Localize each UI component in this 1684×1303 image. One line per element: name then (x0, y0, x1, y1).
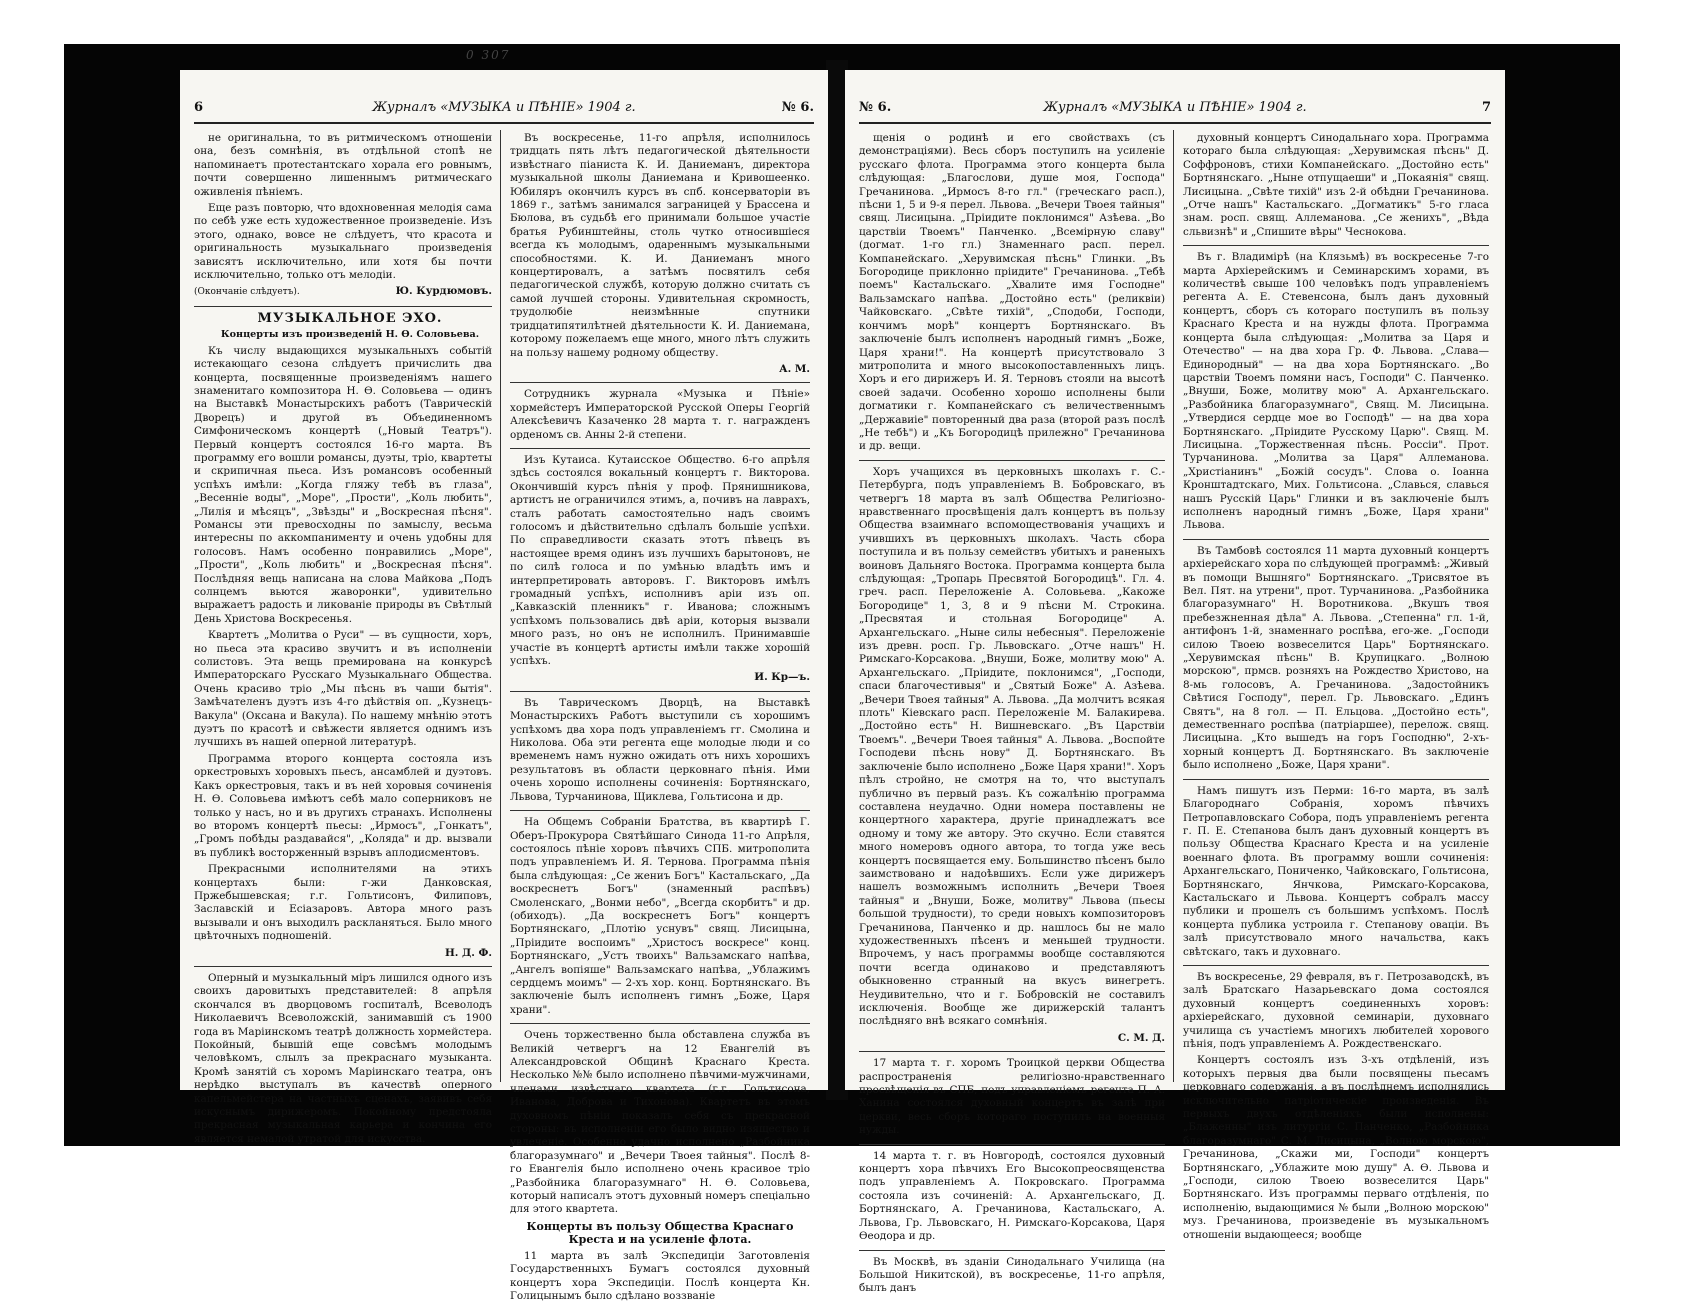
left-issue-number: № 6. (781, 100, 814, 115)
paragraph: Къ числу выдающихся музыкальныхъ событій истекающаго сезона слѣдуетъ причислить два концерта, посвященные произведеніямъ нашего знаменитаго композитора Н. Ѳ. Соловьева — одинъ на Выставкѣ Монастырскихъ работъ (Таврическій Дворецъ) и другой въ Объединенномъ Симфоническомъ концертѣ („Новый Театръ"). Первый концертъ состоялся 16-го марта. Въ программу его вошли романсы, дуэты, тріо, квартеты и скрипичная пьеса. Изъ романсовъ особенный успѣхъ имѣли: „Когда гляжу тебѣ въ глаза", „Весенніе воды", „Море", „Прости", „Коль любить", „Лилія и мѣсяцъ", „Звѣзды" и „Воскресная пѣсня". Романсы эти превосходны по замыслу, весьма интересны по аккомпанименту и очень удобны для голосовъ. Намъ особенно понравились „Море", „Прости", „Коль любить" и „Воскресная пѣсня". Послѣдняя вещь написана на слова Майкова „Подъ солнцемъ вьются жаворонки", удивительно выражаетъ радость и ликованіе природы въ Свѣтлый День Христова Воскресенья. (194, 344, 492, 625)
author-signature: А. М. (779, 362, 810, 375)
right-issue-number: № 6. (859, 100, 892, 115)
divider (1183, 245, 1489, 246)
divider (859, 460, 1165, 461)
right-page (845, 70, 1505, 1295)
left-column-1 (194, 132, 492, 1145)
paragraph: щенія о родинѣ и его свойствахъ (съ демонстраціями). Весь сборъ поступилъ на усиленіе русскаго флота. Программа этого концерта была слѣдующая: „Благослови, душе моя, Господа" Гречанинова. „Ирмосъ 8-го гл." (греческаго расп.), пѣсни 1, 5 и 9-я перел. Львова. „Вечери Твоея тайныя" свящ. Лисицына. „Пріидите поклонимся" Азѣева. „Во царствіи Твоемъ" Панченко. „Всемірную славу" (догмат. 1-го гл.) Знаменнаго расп. перел. Компанейскаго. „Херувимская пѣснь" Глинки. „Въ Богородице приклонно пріидите" Гречанинова. „Тебѣ поемъ" Кастальскаго. „Хвалите имя Господне" Вальзамскаго напѣва. „Достойно есть" (реликвіи) Чайковскаго. „Свѣте тихій", „Сподоби, Господи, кончимъ морѣ" концертъ Бортнянскаго. Въ заключеніе былъ исполненъ народный гимнъ „Боже, Царя храни!". На концертѣ присутствовало 3 митрополита и много высокопоставленныхъ лицъ. Хоръ и его дирижеръ И. Я. Терновъ стояли на высотѣ своей задачи. Особенно хорошо исполнены были догматики г. Компанейскаго съ величественнымъ „Державиіе" повторенный два раза (второй разъ послѣ „Не тебѣ") и „Къ Богородицѣ прилежно" Гречанинова и др. вещи. (859, 132, 1165, 453)
column-divider (1173, 130, 1174, 1082)
paragraph: 11 марта въ залѣ Экспедиціи Заготовленія Государственныхъ Бумагъ состоялся духовный концертъ хора Экспедиціи. Послѣ концерта Кн. Голицынымъ было сдѣлано воззваніе (510, 1249, 810, 1302)
divider (1183, 965, 1489, 966)
paragraph: Изъ Кутаиса. Кутаисское Общество. 6-го апрѣля здѣсь состоялся вокальный концертъ г. Викторова. Окончившій курсъ пѣнія у проф. Прянишникова, артистъ не ограничился этимъ, а, почивъ на лаврахъ, сталъ работать самостоятельно надъ своимъ голосомъ и дѣйствительно сдѣлалъ большіе успѣхи. По справедливости сказать этотъ пѣвецъ въ настоящее время одинъ изъ лучшихъ барытоновъ, не по силѣ голоса и по умѣнью владѣть имъ и интерпретировать авторовъ. Г. Викторовъ имѣлъ громадный успѣхъ, исполнивъ аріи изъ оп. „Кавказскій пленникъ" г. Иванова; сложнымъ успѣхомъ пользовались двѣ аріи, которыя вызвали много разъ, но онъ не исполнилъ. Принимавшіе участіе въ концертѣ артисты имѣли также хорошій успѣхъ. (510, 453, 810, 668)
divider (859, 1250, 1165, 1251)
left-page (180, 70, 828, 1302)
paragraph: Въ воскресенье, 29 февраля, въ г. Петрозаводскѣ, въ залѣ Братскаго Назарьевскаго дома состоялся духовный концертъ соединенныхъ хоровъ: архіерейскаго, духовной семинаріи, духовнаго училища съ участіемъ многихъ любителей хорового пѣнія, подъ управленіемъ А. Рождественскаго. (1183, 970, 1489, 1050)
paragraph: Сотрудникъ журнала «Музыка и Пѣніе» хормейстеръ Императорской Русской Оперы Георгій Алексѣевичъ Казаченко 28 марта т. г. награжденъ орденомъ св. Анны 2-й степени. (510, 388, 810, 441)
right-journal-title: Журналъ «МУЗЫКА и ПѢНІЕ» 1904 г. (1043, 100, 1307, 115)
paragraph: Оперный и музыкальный міръ лишился одного изъ своихъ даровитыхъ представителей: 8 апрѣля скончался въ дворцовомъ госпиталѣ, Всеволодъ Николаевичъ Всеволожскій, занимавшій съ 1900 года въ Маріинскомъ театрѣ должность хормейстера. Покойный, бывшій еще совсѣмъ молодымъ человѣкомъ, слылъ за прекраснаго музыканта. Кромѣ занятій съ хоромъ Маріинскаго театра, онъ нерѣдко выступалъ въ качествѣ оперного капельмейстера на частныхъ сценахъ, заявивъ себя искуснымъ дирижеромъ. Покойному предстояла прекрасная музыкальная карьера и кончина его является немалой утратой для искусства. (194, 971, 492, 1145)
paragraph: Хоръ учащихся въ церковныхъ школахъ г. С.-Петербурга, подъ управленіемъ В. Бобровскаго, въ четвергъ 18 марта въ залѣ Общества Религіозно-нравственнаго просвѣщенія далъ концертъ въ пользу Общества взаимнаго вспомоществованія учащихъ и учившихъ въ церковныхъ школахъ. Часть сбора поступила и въ пользу семействъ убитыхъ и раненыхъ воиновъ Дальняго Востока. Программа концерта была слѣдующая: „Тропарь Пресвятой Богородицѣ". Гл. 4. греч. расп. Переложеніе А. Соловьева. „Какоже Богородице" 1, 3, 8 и 9 пѣсни М. Строкина. „Пресвятая и стольная Богородице" А. Архангельскаго. „Ныне силы небесныя". Переложеніе изъ древн. росп. Гр. Львовскаго. „Отче нашъ" Н. Римскаго-Корсакова. „Внуши, Боже, молитву мою" А. Архангельскаго. „Пріидите, поклонимся", „Господи, спаси благочестивыя" и „Святый Боже" А. Азѣева. „Вечери Твоея тайныя" А. Львова. „Да молчитъ всякая плоть" Кіевскаго расп. Переложеніе М. Балакирева. „Достойно есть" Н. Вишневскаго. „Въ Царствіи Твоемъ". „Вечери Твоея тайныя" А. Львова. „Воспойте Господеви пѣснь нову" Д. Бортнянскаго. Въ заключеніе было исполнено „Боже Царя храни!". Хоръ пѣлъ стройно, не смотря на то, что выступалъ публично въ первый разъ. Къ сожалѣнію программа составлена неудачно. Одни номера поставлены не концертного характера, другіе принадлежатъ все одному и тому же автору. Это скучно. Если ставятся много номеровъ одного автора, то тогда уже весь концертъ посвящается ему. Большинство пѣсенъ было заимствовано и надоѣвшихъ. Если уже дирижеръ нашелъ возможнымъ исполнить „Вечери Твоея тайныя" и „Внуши, Боже, молитву" Львова (пьесы большой трудности), то среди новыхъ композиторовъ Гречанинова, Панченко и др. нашлось бы не мало художественныхъ пѣсенъ и меньшей трудности. Впрочемъ, у насъ программы вообще составляются почти всегда одинаково и представляютъ обыкновенно странный на вкусъ винегретъ. Неудивительно, что и г. Бобровскій не составилъ исключенія. Вообще же дирижерскій талантъ послѣдняго внѣ всякаго сомнѣнія. (859, 465, 1165, 1028)
paragraph: Концертъ состоялъ изъ 3-хъ отдѣленій, изъ которыхъ первыя два были посвящены пьесамъ церковнаго содержанія, а въ послѣднемъ исполнялись исключительно патріотическіе произведенія. Въ первыхъ двухъ отдѣленіяхъ были исполнены: „Блаженны" изъ литургіи С. Панченко, „Разбойника благоразумнаго" С. М. Лисицына, „Волною морскою", Гречанинова, „Скажи ми, Господи" концертъ Бортнянскаго, „Ублажите мою душу" А. Ѳ. Львова и „Господи, силою Твоею возвеселится Царь" Бортнянскаго. Изъ программы перваго отдѣленія, по исполненію, выдающимися № были „Волною морскою" муз. Гречанинова, произведеніе въ музыкальномъ отношеніи выдающееся; вообще (1183, 1054, 1489, 1241)
divider (510, 1023, 810, 1024)
author-signature: И. Кр—ъ. (754, 671, 810, 684)
paragraph: Еще разъ повторю, что вдохновенная мелодія сама по себѣ уже есть художественное произведеніе. Изъ этого, однако, вовсе не слѣдуетъ, что красота и оригинальность музыкальнаго произведенія зависятъ исключительно, или хотя бы почти исключительно, только отъ мелодіи. (194, 202, 492, 282)
divider (194, 966, 492, 967)
left-page-header (194, 96, 814, 124)
paragraph: 17 марта т. г. хоромъ Троицкой церкви Общества распространенія религіозно-нравственнаго просвѣщенія въ СПБ, подъ управленіемъ регента П. А. Ханина состоялся духовный концертъ въ залѣ при церкви, весь сборъ котораго поступилъ на военныя нужды. (859, 1057, 1165, 1137)
section-heading: Концерты въ пользу Общества Краснаго Креста и на усиленіе флота. (526, 1219, 794, 1247)
section-subtitle: Концерты изъ произведеній Н. Ѳ. Соловьева. (220, 329, 480, 341)
divider (510, 382, 810, 383)
divider (1183, 539, 1489, 540)
divider (510, 448, 810, 449)
left-page-number: 6 (194, 100, 204, 115)
right-column-1 (859, 132, 1165, 1295)
paragraph: Въ Таврическомъ Дворцѣ, на Выставкѣ Монастырскихъ Работъ выступили съ хорошимъ успѣхомъ два хора подъ управленіемъ гг. Смолина и Николова. Оба эти регента еще молодые люди и со временемъ намъ нужно ожидать отъ нихъ хорошихъ результатовъ въ области церковнаго пѣнія. Ими очень хорошо исполнены сочиненія: Бортнянскаго, Львова, Турчанинова, Щиклева, Гольтисона и др. (510, 696, 810, 803)
library-stamp: 0 307 (466, 48, 511, 62)
paragraph: Въ Тамбовѣ состоялся 11 марта духовный концертъ архіерейскаго хора по слѣдующей программѣ: „Живый въ помощи Вышняго" Бортнянскаго. „Трисвятое въ Вел. Пят. на утрени", прот. Турчанинова. „Разбойника благоразумнаго" Н. Воротникова. „Вкушъ твоя пребезжненная дѣла" А. Львова. „Степенна" гл. 1-й, антифонъ 1-й, знаменнаго роспѣва, его-же. „Господи силою Твоею возвеселится Царь" Бортнянскаго. „Херувимская пѣснь" В. Крупицкаго. „Волною морскою", прмсв. розняхъ на Рождество Христово, на 8-мь голосовъ, А. Гречанинова. „Задостойникъ Свѣтися Господу", перел. Гр. Львовскаго. „Единъ Святъ", на 8 гол. — П. Ельцова. „Достойно есть", демественнаго роспѣва (патріаршее), перелож. свящ. Лисицына. „Кто вышедъ на горъ Господню", 2-хъ-хорный концертъ Д. Бортнянскаго. Въ заключеніе было исполнено „Боже, Царя храни". (1183, 544, 1489, 772)
left-journal-title: Журналъ «МУЗЫКА и ПѢНІЕ» 1904 г. (372, 100, 636, 115)
paragraph: духовный концертъ Синодальнаго хора. Программа котораго была слѣдующая: „Херувимская пѣснь" Д. Соффроновъ, стихи Компанейскаго. „Достойно есть" Бортнянскаго. „Ныне отпущаеши" и „Покаянія" свящ. Лисицына. „Свѣте тихій" изъ 2-й обѣдни Гречанинова. „Отче нашъ" Кастальскаго. „Догматикъ" 5-го гласа знам. росп. свящ. Аллеманова. „Се женихъ", „Вѣда сльвизнѣ" и „Спишите вѣры" Чеснокова. (1183, 132, 1489, 238)
author-signature: Н. Д. Ф. (444, 946, 492, 959)
divider (859, 1144, 1165, 1145)
divider (510, 810, 810, 811)
paragraph: Квартетъ „Молитва о Руси" — въ сущности, хоръ, но пьеса эта красиво звучитъ и въ исполненіи солистовъ. Эта вещь премирована на конкурсѣ Императорскаго Русскаго Музыкальнаго Общества. Очень красиво тріо „Мы пѣснь въ чаши бытія". Замѣчателенъ дуэтъ изъ 4-го дѣйствія оп. „Кузнецъ-Вакула" (Оксана и Вакула). По нашему мнѣнію этотъ дуэтъ по красотѣ и свѣжести является однимъ изъ лучшихъ въ нашей оперной литературѣ. (194, 629, 492, 749)
divider (1183, 779, 1489, 780)
section-title: МУЗЫКАЛЬНОЕ ЭХО. (257, 310, 443, 326)
paragraph: Въ воскресенье, 11-го апрѣля, исполнилось тридцать пять лѣтъ педагогической дѣятельности извѣстнаго піаниста К. И. Даниеманъ, директора музыкальной школы Даниемана и Кривошеенко. Юбиляръ окончилъ курсъ въ спб. консерваторіи въ 1869 г., затѣмъ занимался заграницей у Брассена и Бюлова, въ судьбѣ его принимали большое участіе братья Рубинштейны, столь чутко относившіеся всегда къ молодымъ, одареннымъ музыкальными способностями. К. И. Даниеманъ много концертировалъ, а затѣмъ посвятилъ себя педагогической службѣ, которую должно считать съ самой лучшей стороны. Удивительная скромность, трудолюбіе неизмѣнные спутники тридцатипятилѣтней дѣятельности К. И. Даниемана, которому пожелаемъ еще много, много лѣтъ служить на пользу нашему родному обществу. (510, 132, 810, 359)
divider (510, 691, 810, 692)
divider (194, 306, 492, 307)
author-signature: Ю. Курдюмовъ. (395, 285, 492, 298)
paragraph: не оригинальна, то въ ритмическомъ отношеніи она, безъ сомнѣнія, въ отдѣльной стопѣ не напоминаетъ протестантскаго хорала его ровнымъ, почти совершенно лишеннымъ ритмическаго оживленія пѣніемъ. (194, 132, 492, 198)
right-page-number: 7 (1481, 100, 1491, 115)
column-divider (500, 130, 501, 1082)
paragraph: Очень торжественно была обставлена служба въ Великій четвергъ на 12 Евангелій въ Александровской Общинѣ Краснаго Креста. Несколько №№ было исполнено пѣвчими-мужчинами, членами извѣстнаго квартета (г.г. Гольтисона, Иванова, Доброва и Тихонова). Квартетъ въ этомъ духовномъ пѣніи показалъ себя съ прекрасной стороны: въ исполненіи его было видно изящество и увлеченіе. Особенно удачно исполнено „Разбойника благоразумнаго" и „Вечери Твоея тайныя". Послѣ 8-го Евангелія было исполнено очень красивое тріо „Разбойника благоразумнаго" Н. Ѳ. Соловьева, который написалъ этотъ духовный номеръ спеціально для этого квартета. (510, 1029, 810, 1216)
divider (859, 1051, 1165, 1052)
paragraph: 14 марта т. г. въ Новгородѣ, состоялся духовный концертъ хора пѣвчихъ Его Высокопреосвященства подъ управленіемъ А. Покровскаго. Программа состояла изъ сочиненій: А. Архангельскаго, Д. Бортнянскаго, А. Гречанинова, Кастальскаго, А. Львова, Гр. Львовскаго, Н. Римскаго-Корсакова, Царя Ѳеодора и др. (859, 1149, 1165, 1243)
paragraph: На Общемъ Собраніи Братства, въ квартирѣ Г. Оберъ-Прокурора Святѣйшаго Синода 11-го Апрѣля, состоялось пѣніе хоровъ пѣвчихъ СПБ. митрополита подъ управленіемъ И. Я. Тернова. Программа пѣнія была слѣдующая: „Се жениъ Богъ" Кастальскаго, „Да воскреснетъ Богъ" (знаменный распѣвъ) Смоленскаго, „Вонми небо", „Всегда скорбитъ" и др. (обиходъ). „Да воскреснетъ Богъ" концертъ Бортнянскаго, „Плотію уснувъ" свящ. Лисицына, „Пріидите воспоимъ" „Христосъ воскресе" конц. Бортнянскаго, „Устъ твоихъ" Вальзамскаго напѣва, „Ангелъ вопіяше" Вальзамскаго напѣва, „Ублажимъ сердцемъ моимъ" — 2-хъ хор. конц. Бортнянскаго. Въ заключеніе былъ исполненъ гимнъ „Боже, Царя храни". (510, 816, 810, 1016)
paragraph: Въ Москвѣ, въ зданіи Синодальнаго Училища (на Большой Никитской), въ воскресенье, 11-го апрѣля, былъ данъ (859, 1255, 1165, 1295)
paragraph: Въ г. Владимірѣ (на Клязьмѣ) въ воскресенье 7-го марта Архіерейскимъ и Семинарскимъ хорами, въ количествѣ свыше 100 человѣкъ подъ управленіемъ регента А. Е. Стевенсона, былъ данъ духовный концертъ, сборъ съ котораго поступилъ въ пользу Краснаго Креста и на нужды флота. Программа концерта была слѣдующая: „Молитва за Царя и Отечество" — на два хора Гр. Ф. Львова. „Слава—Единородный" — на два хора Бортнянскаго. „Во царствіи Твоемъ помяни насъ, Господи" С. Панченко. „Внуши, Боже, молитву мою" А. Архангельскаго. „Разбойника благоразумнаго", Свящ. М. Лисицына. „Утвердися сердце мое во Господѣ" — на два хора Бортнянскаго. „Пріидите Русскому Царю". Свящ. М. Лисицына. „Торжественная пѣснь. Россіи". Прот. Турчанинова. „Молитва за Царя" Аллеманова. „Христіанинъ" „Божій сосудъ". Слова о. Іоанна Кронштадтскаго, Мих. Гольтисона. „Славься, славься нашъ Русскій Царь" Глинки и въ заключеніе былъ исполненъ народный гимнъ „Боже, Царя храни" Львова. (1183, 251, 1489, 532)
author-signature: С. М. Д. (1117, 1031, 1165, 1044)
paragraph: Программа второго концерта состояла изъ оркестровыхъ хоровыхъ пьесъ, ансамблей и дуэтовъ. Какъ оркестровыя, такъ и въ ней хоровыя сочиненія Н. Ѳ. Соловьева имѣютъ себѣ мало соперниковъ не только у насъ, но и въ другихъ странахъ. Исполнены во второмъ концертѣ пьесы: „Ирмосъ", „Гонкатъ", „Громъ побѣды раздавайся", „Коляда" и др. вызвали въ публикѣ восторженный взрывъ аплодисментовъ. (194, 752, 492, 859)
paragraph: Намъ пишутъ изъ Перми: 16-го марта, въ залѣ Благороднаго Собранія, хоромъ пѣвчихъ Петропавловскаго Собора, подъ управленіемъ регента г. П. Е. Степанова былъ данъ духовный концертъ въ пользу Общества Краснаго Креста и на усиленіе военнаго флота. Въ программу вошли сочиненія: Архангельскаго, Пониченко, Чайковскаго, Гольтисона, Бортнянскаго, Янчкова, Римскаго-Корсакова, Кастальскаго и Львова. Концертъ собралъ массу публики и прошелъ съ большимъ успѣхомъ. Послѣ концерта публика устроила г. Степанову оваціи. Въ залѣ присутствовало много начальства, какъ свѣтскаго, такъ и духовнаго. (1183, 784, 1489, 958)
to-be-continued: (Окончаніе слѣдуетъ). (194, 287, 300, 298)
right-page-header (859, 96, 1491, 124)
signature-line (194, 285, 492, 299)
right-column-2 (1183, 132, 1489, 1241)
left-column-2 (510, 132, 810, 1302)
paragraph: Прекрасными исполнителями на этихъ концертахъ были: г-жи Данковская, Пржебышевская; г.г. Гольтисонъ, Филиповъ, Заславскій и Есіазаровъ. Автора много разъ вызывали и онъ выходилъ раскланяться. Было много цвѣточныхъ подношеній. (194, 863, 492, 943)
